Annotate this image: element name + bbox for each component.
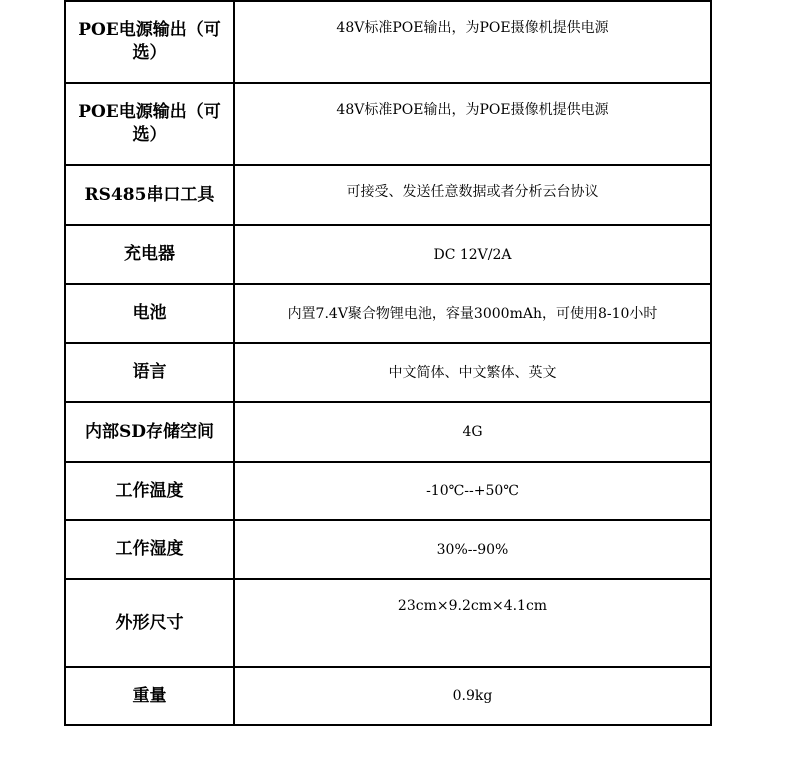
row-value: 中文简体、中文繁体、英文 (234, 343, 711, 402)
spec-table (64, 0, 712, 726)
row-value: 48V标准POE输出，为POE摄像机提供电源 (234, 83, 711, 165)
row-label (65, 1, 234, 83)
table-row (65, 343, 711, 402)
table-row (65, 667, 711, 725)
row-value: 48V标准POE输出，为POE摄像机提供电源 (234, 1, 711, 83)
table-row (65, 83, 711, 165)
row-label: 重量 (65, 667, 234, 725)
table-row (65, 402, 711, 462)
table-row (65, 225, 711, 284)
row-value: -10℃--+50℃ (234, 462, 711, 520)
row-label: 工作湿度 (65, 520, 234, 579)
row-label: 工作温度 (65, 462, 234, 520)
row-value: 23cm×9.2cm×4.1cm (234, 579, 711, 667)
row-label: 内部SD存储空间 (65, 402, 234, 462)
row-value: 4G (234, 402, 711, 462)
table-row (65, 520, 711, 579)
row-label: 充电器 (65, 225, 234, 284)
table-row (65, 462, 711, 520)
row-value: DC 12V/2A (234, 225, 711, 284)
table-row (65, 579, 711, 667)
row-label: RS485串口工具 (65, 165, 234, 225)
row-value: 内置7.4V聚合物锂电池，容量3000mAh，可使用8-10小时 (234, 284, 711, 343)
row-label: 语言 (65, 343, 234, 402)
row-value: 30%--90% (234, 520, 711, 579)
row-label: 电池 (65, 284, 234, 343)
table-row (65, 284, 711, 343)
row-value: 可接受、发送任意数据或者分析云台协议 (234, 165, 711, 225)
row-label-text: POE电源输出（可选） (78, 102, 221, 145)
row-value: 0.9kg (234, 667, 711, 725)
table-row (65, 1, 711, 83)
row-label-text: POE电源输出（可选） (78, 20, 221, 63)
row-label: 外形尺寸 (65, 579, 234, 667)
table-row (65, 165, 711, 225)
row-label (65, 83, 234, 165)
